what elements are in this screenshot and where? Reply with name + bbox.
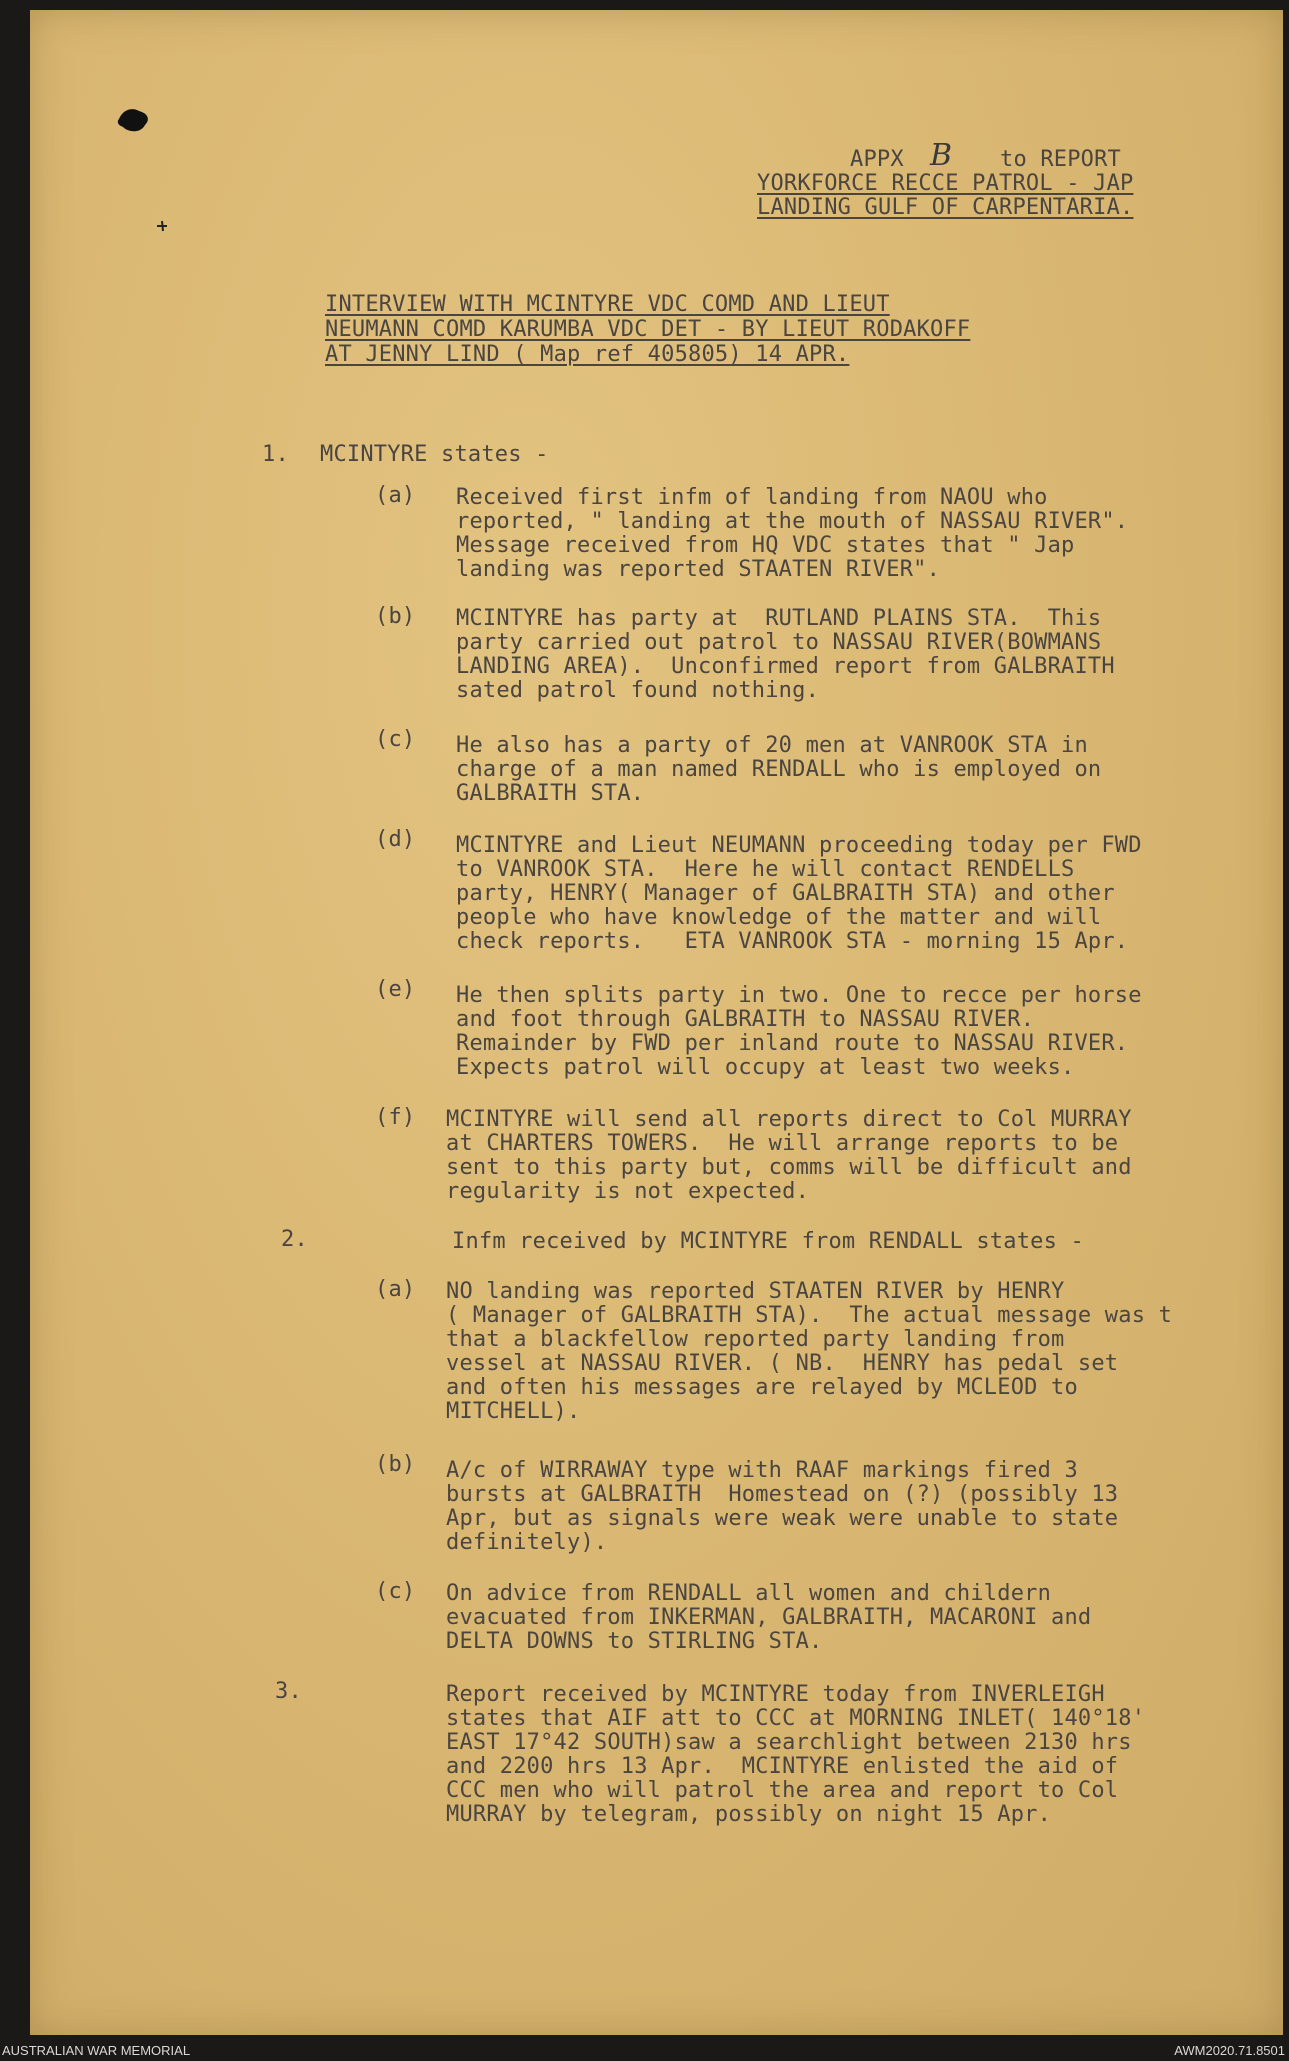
item-line: reported, " landing at the mouth of NASSAU RIVER". bbox=[456, 509, 1129, 534]
item-label: (e) bbox=[375, 977, 416, 1002]
item-line: On advice from RENDALL all women and childern bbox=[446, 1581, 1052, 1606]
item-line: Apr, but as signals were weak were unable to state bbox=[446, 1506, 1119, 1531]
appendix-to-report: to REPORT bbox=[1000, 147, 1122, 172]
section-number: 1. bbox=[262, 442, 289, 467]
appendix-line-2: YORKFORCE RECCE PATROL - JAP bbox=[757, 171, 1134, 196]
item-line: party, HENRY( Manager of GALBRAITH STA) and other bbox=[456, 881, 1115, 906]
footer-accession-number: AWM2020.71.8501 bbox=[1174, 2043, 1285, 2058]
item-line: and foot through GALBRAITH to NASSAU RIVER. bbox=[456, 1007, 1035, 1032]
appendix-line-3: LANDING GULF OF CARPENTARIA. bbox=[757, 195, 1134, 220]
item-label: (b) bbox=[375, 604, 416, 629]
item-line: and 2200 hrs 13 Apr. MCINTYRE enlisted the aid of bbox=[446, 1754, 1119, 1779]
item-label: (b) bbox=[375, 1452, 416, 1477]
section-number: 3. bbox=[275, 1679, 302, 1704]
item-line: MITCHELL). bbox=[446, 1399, 581, 1424]
item-line: He then splits party in two. One to recce per horse bbox=[456, 983, 1142, 1008]
item-line: party carried out patrol to NASSAU RIVER(BOWMANS bbox=[456, 630, 1102, 655]
item-label: (c) bbox=[375, 727, 416, 752]
footer-institution: AUSTRALIAN WAR MEMORIAL bbox=[2, 2043, 191, 2058]
item-label: (f) bbox=[375, 1105, 416, 1130]
item-line: charge of a man named RENDALL who is employed on bbox=[456, 757, 1102, 782]
item-line: CCC men who will patrol the area and report to Col bbox=[446, 1778, 1119, 1803]
item-line: Report received by MCINTYRE today from INVERLEIGH bbox=[446, 1682, 1105, 1707]
item-line: vessel at NASSAU RIVER. ( NB. HENRY has pedal set bbox=[446, 1351, 1119, 1376]
item-line: Received first infm of landing from NAOU who bbox=[456, 485, 1048, 510]
section-heading: MCINTYRE states - bbox=[320, 442, 549, 467]
item-line: MCINTYRE has party at RUTLAND PLAINS STA. This bbox=[456, 606, 1102, 631]
item-line: that a blackfellow reported party landing from bbox=[446, 1327, 1065, 1352]
item-label: (d) bbox=[375, 827, 416, 852]
item-line: evacuated from INKERMAN, GALBRAITH, MACARONI and bbox=[446, 1605, 1092, 1630]
item-line: regularity is not expected. bbox=[446, 1179, 810, 1204]
item-line: and often his messages are relayed by MCLEOD to bbox=[446, 1375, 1078, 1400]
title-line-3: AT JENNY LIND ( Map ref 405805) 14 APR. bbox=[325, 342, 850, 367]
item-line: to VANROOK STA. Here he will contact RENDELLS bbox=[456, 857, 1075, 882]
title-line-1: INTERVIEW WITH MCINTYRE VDC COMD AND LIEUT bbox=[325, 292, 890, 317]
section-heading: Infm received by MCINTYRE from RENDALL states - bbox=[452, 1229, 1084, 1254]
item-label: (a) bbox=[375, 1277, 416, 1302]
title-line-2: NEUMANN COMD KARUMBA VDC DET - BY LIEUT RODAKOFF bbox=[325, 317, 971, 342]
item-line: DELTA DOWNS to STIRLING STA. bbox=[446, 1629, 823, 1654]
item-line: He also has a party of 20 men at VANROOK STA in bbox=[456, 733, 1088, 758]
item-line: EAST 17°42 SOUTH)saw a searchlight between 2130 hrs bbox=[446, 1730, 1132, 1755]
item-line: MCINTYRE will send all reports direct to Col MURRAY bbox=[446, 1107, 1132, 1132]
item-label: (c) bbox=[375, 1579, 416, 1604]
item-line: definitely). bbox=[446, 1530, 608, 1555]
item-line: check reports. ETA VANROOK STA - morning 15 Apr. bbox=[456, 929, 1129, 954]
item-line: GALBRAITH STA. bbox=[456, 781, 645, 806]
small-ink-mark bbox=[154, 218, 170, 234]
item-line: sated patrol found nothing. bbox=[456, 678, 820, 703]
item-line: bursts at GALBRAITH Homestead on (?) (possibly 13 bbox=[446, 1482, 1119, 1507]
ink-blot-mark bbox=[115, 105, 153, 135]
section-number: 2. bbox=[281, 1227, 308, 1252]
item-line: A/c of WIRRAWAY type with RAAF markings fired 3 bbox=[446, 1458, 1078, 1483]
item-line: Message received from HQ VDC states that " Jap bbox=[456, 533, 1075, 558]
appendix-handwritten-letter: B bbox=[930, 138, 953, 173]
item-line: MURRAY by telegram, possibly on night 15 Apr. bbox=[446, 1802, 1052, 1827]
item-line: Expects patrol will occupy at least two weeks. bbox=[456, 1055, 1075, 1080]
item-line: states that AIF att to CCC at MORNING INLET( 140°18' bbox=[446, 1706, 1146, 1731]
item-line: LANDING AREA). Unconfirmed report from GALBRAITH bbox=[456, 654, 1115, 679]
item-line: Remainder by FWD per inland route to NASSAU RIVER. bbox=[456, 1031, 1129, 1056]
item-line: sent to this party but, comms will be difficult and bbox=[446, 1155, 1132, 1180]
item-label: (a) bbox=[375, 483, 416, 508]
item-line: MCINTYRE and Lieut NEUMANN proceeding today per FWD bbox=[456, 833, 1142, 858]
item-line: NO landing was reported STAATEN RIVER by HENRY bbox=[446, 1279, 1065, 1304]
item-line: ( Manager of GALBRAITH STA). The actual message was t bbox=[446, 1303, 1173, 1328]
item-line: at CHARTERS TOWERS. He will arrange reports to be bbox=[446, 1131, 1119, 1156]
item-line: landing was reported STAATEN RIVER". bbox=[456, 557, 941, 582]
appendix-label: APPX bbox=[850, 147, 904, 172]
item-line: people who have knowledge of the matter and will bbox=[456, 905, 1102, 930]
